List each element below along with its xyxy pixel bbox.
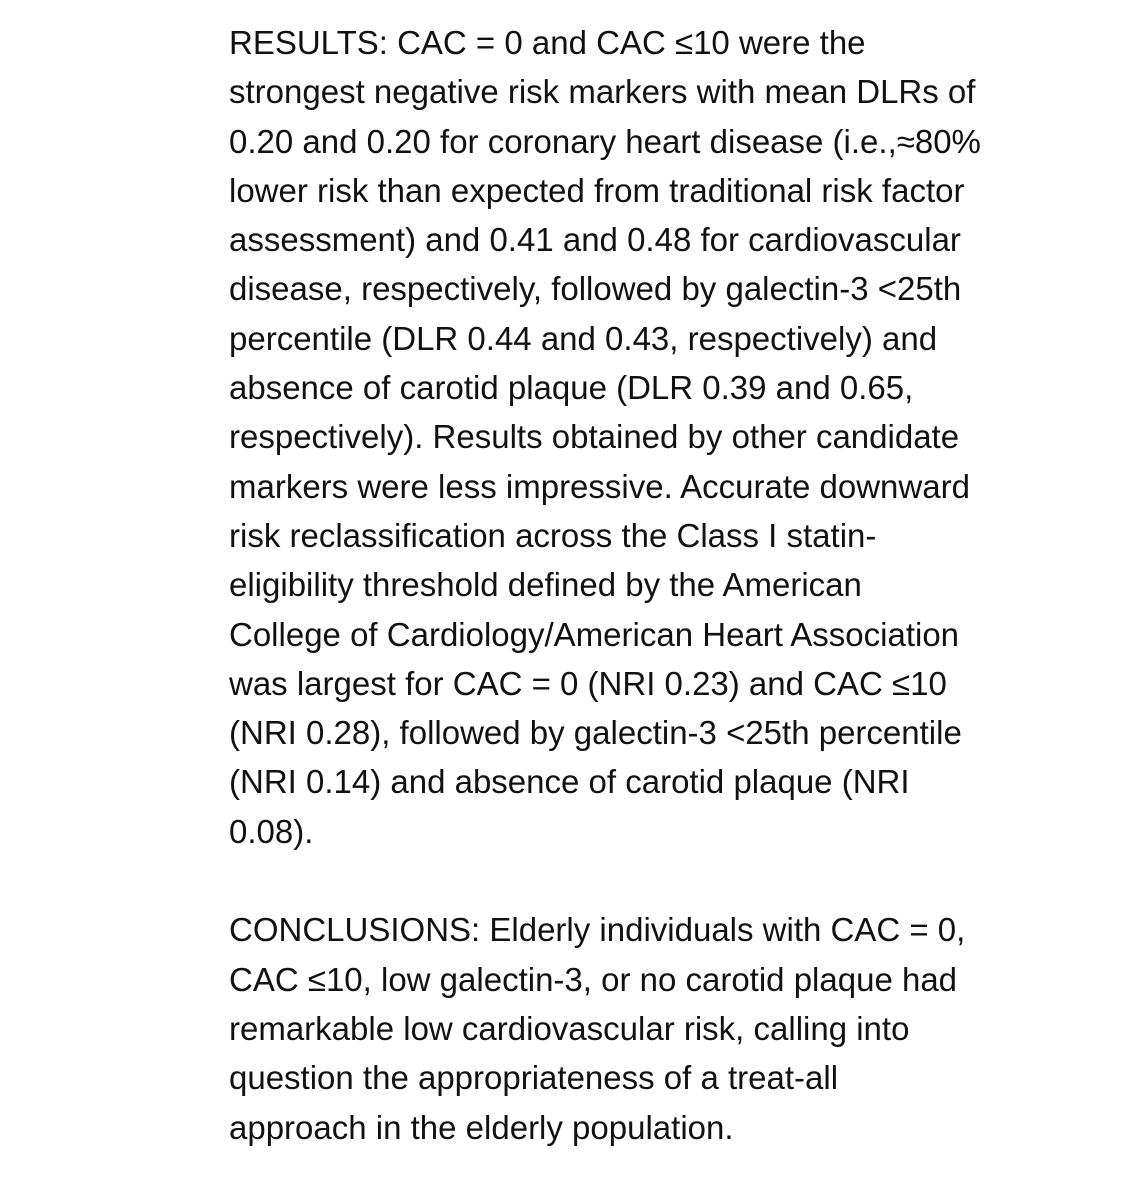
- paragraph-gap: [229, 856, 1109, 905]
- results-paragraph: [229, 18, 1109, 856]
- results-line: (NRI 0.28), followed by galectin-3 <25th percentile: [229, 714, 962, 752]
- results-line: assessment) and 0.41 and 0.48 for cardiovascular: [229, 221, 961, 259]
- results-line: RESULTS: CAC = 0 and CAC ≤10 were the: [229, 24, 866, 61]
- results-line: 0.08).: [229, 812, 314, 850]
- conclusions-line: question the appropriateness of a treat-all: [229, 1059, 839, 1097]
- results-line: was largest for CAC = 0 (NRI 0.23) and CAC ≤10: [229, 664, 947, 702]
- conclusions-paragraph: [229, 905, 1109, 1151]
- results-line: College of Cardiology/American Heart Association: [229, 615, 960, 653]
- results-line: (NRI 0.14) and absence of carotid plaque (NRI: [229, 763, 910, 801]
- results-line: risk reclassification across the Class I statin-: [229, 516, 877, 554]
- conclusions-line: CONCLUSIONS: Elderly individuals with CAC = 0,: [229, 911, 966, 949]
- conclusions-line: CAC ≤10, low galectin-3, or no carotid plaque had: [229, 960, 958, 998]
- results-line: eligibility threshold defined by the American: [229, 566, 862, 604]
- results-line: markers were less impressive. Accurate downward: [229, 467, 970, 505]
- conclusions-line: approach in the elderly population.: [229, 1108, 734, 1146]
- conclusions-line: remarkable low cardiovascular risk, calling into: [229, 1009, 910, 1047]
- results-line: absence of carotid plaque (DLR 0.39 and 0.65,: [229, 369, 914, 407]
- results-line: strongest negative risk markers with mean DLRs of: [229, 73, 976, 111]
- results-line: lower risk than expected from traditional risk factor: [229, 171, 965, 209]
- results-line: percentile (DLR 0.44 and 0.43, respectively) and: [229, 319, 938, 357]
- results-line: respectively). Results obtained by other candidate: [229, 418, 960, 456]
- abstract-text: [229, 18, 1109, 1152]
- results-line: 0.20 and 0.20 for coronary heart disease (i.e.,≈80%: [229, 122, 981, 160]
- results-line: disease, respectively, followed by galectin-3 <25th: [229, 270, 962, 308]
